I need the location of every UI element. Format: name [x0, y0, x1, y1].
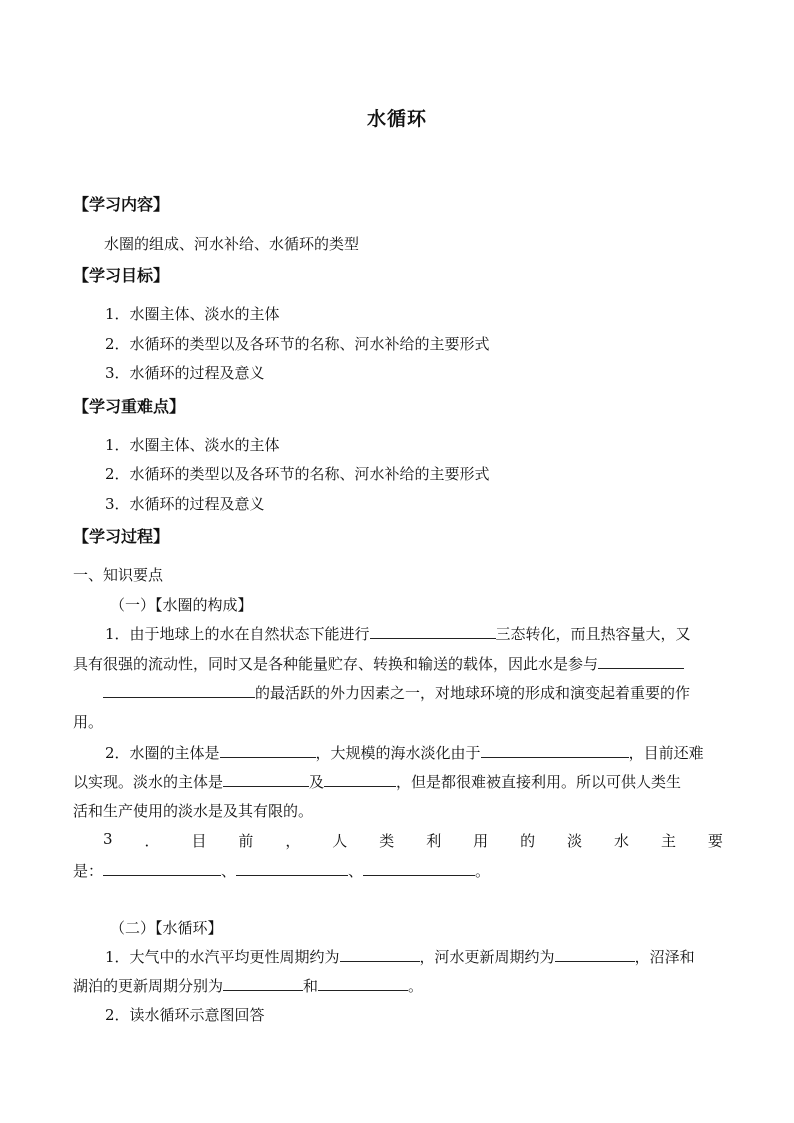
heading-learning-process: 【学习过程】 — [73, 527, 170, 546]
text-span: ，大规模的海水淡化由于 — [315, 744, 481, 762]
text-span: ，沼泽和 — [634, 948, 695, 966]
char: 淡 — [567, 832, 583, 850]
heading-learning-goals: 【学习目标】 — [73, 266, 170, 285]
text-span: 、 — [348, 862, 364, 880]
char: 水 — [614, 832, 630, 850]
water-cycle-q2: 2．读水循环示意图回答 — [105, 1006, 265, 1024]
text-span: 三态转化，而且热容量大，又 — [495, 625, 691, 643]
char: 目 — [191, 832, 207, 850]
water-cycle-q1-line-1 — [105, 946, 695, 967]
char: 前 — [238, 832, 254, 850]
text-span: 及 — [309, 773, 325, 791]
key-point-item-2: 2．水循环的类型以及各环节的名称、河水补给的主要形式 — [105, 465, 490, 483]
answer-blank[interactable] — [598, 654, 684, 669]
goal-item-3: 3．水循环的过程及意义 — [105, 364, 265, 382]
text-span: 2．水圈的主体是 — [105, 744, 220, 762]
char: 的 — [520, 832, 536, 850]
text-span: 。 — [475, 862, 491, 880]
char: ， — [285, 832, 301, 850]
answer-blank[interactable] — [370, 624, 496, 639]
char: ． — [144, 832, 160, 850]
key-point-item-3: 3．水循环的过程及意义 — [105, 495, 265, 513]
answer-blank[interactable] — [223, 772, 309, 787]
question-2-line-2 — [73, 771, 681, 792]
question-1-line-2 — [73, 653, 684, 674]
question-2-line-1 — [105, 742, 704, 763]
key-point-item-1: 1．水圈主体、淡水的主体 — [105, 436, 280, 454]
char: 利 — [426, 832, 442, 850]
answer-blank[interactable] — [220, 743, 316, 758]
text-span: 、 — [221, 862, 237, 880]
text-span: 以实现。淡水的主体是 — [73, 773, 224, 791]
answer-blank[interactable] — [340, 947, 420, 962]
text-span: 的最活跃的外力因素之一，对地球环境的形成和演变起着重要的作 — [255, 684, 691, 702]
text-span: ，目前还难 — [628, 744, 704, 762]
question-2-line-3: 活和生产使用的淡水是及其有限的。 — [73, 802, 314, 820]
question-1-line-3 — [103, 682, 690, 703]
heading-learning-content: 【学习内容】 — [73, 195, 170, 214]
text-span: 湖泊的更新周期分别为 — [73, 977, 224, 995]
learning-content-text: 水圈的组成、河水补给、水循环的类型 — [104, 235, 360, 253]
char: 人 — [332, 832, 348, 850]
text-span: 和 — [303, 977, 319, 995]
text-span: 具有很强的流动性，同时又是各种能量贮存、转换和输送的载体，因此水是参与 — [73, 655, 599, 673]
subsection-water-cycle: （二）【水循环】 — [110, 919, 223, 937]
text-span: 是： — [73, 862, 104, 880]
char: 3 — [103, 830, 113, 848]
water-cycle-q1-line-2 — [73, 975, 423, 996]
answer-blank[interactable] — [236, 861, 348, 876]
goal-item-1: 1．水圈主体、淡水的主体 — [105, 305, 280, 323]
question-3-line-2 — [73, 860, 490, 881]
goal-item-2: 2．水循环的类型以及各环节的名称、河水补给的主要形式 — [105, 335, 490, 353]
answer-blank[interactable] — [481, 743, 629, 758]
char: 用 — [473, 832, 489, 850]
text-span: 1．由于地球上的水在自然状态下能进行 — [105, 625, 370, 643]
text-span: 。 — [408, 977, 424, 995]
question-3-line-1 — [103, 830, 723, 851]
answer-blank[interactable] — [103, 683, 255, 698]
answer-blank[interactable] — [363, 861, 475, 876]
subsection-hydrosphere: （一）【水圈的构成】 — [110, 596, 253, 614]
char: 要 — [707, 832, 723, 850]
answer-blank[interactable] — [324, 772, 396, 787]
answer-blank[interactable] — [555, 947, 635, 962]
document-title: 水循环 — [366, 108, 427, 130]
question-1-line-4: 用。 — [73, 713, 104, 731]
question-1-line-1 — [105, 623, 691, 644]
char: 主 — [660, 832, 676, 850]
text-span: 1．大气中的水汽平均更性周期约为 — [105, 948, 340, 966]
answer-blank[interactable] — [318, 976, 408, 991]
answer-blank[interactable] — [103, 861, 221, 876]
knowledge-heading: 一、知识要点 — [73, 566, 164, 584]
text-span: ，但是都很难被直接利用。所以可供人类生 — [396, 773, 682, 791]
answer-blank[interactable] — [223, 976, 303, 991]
text-span: ，河水更新周期约为 — [419, 948, 555, 966]
heading-key-points: 【学习重难点】 — [73, 397, 186, 416]
char: 类 — [379, 832, 395, 850]
